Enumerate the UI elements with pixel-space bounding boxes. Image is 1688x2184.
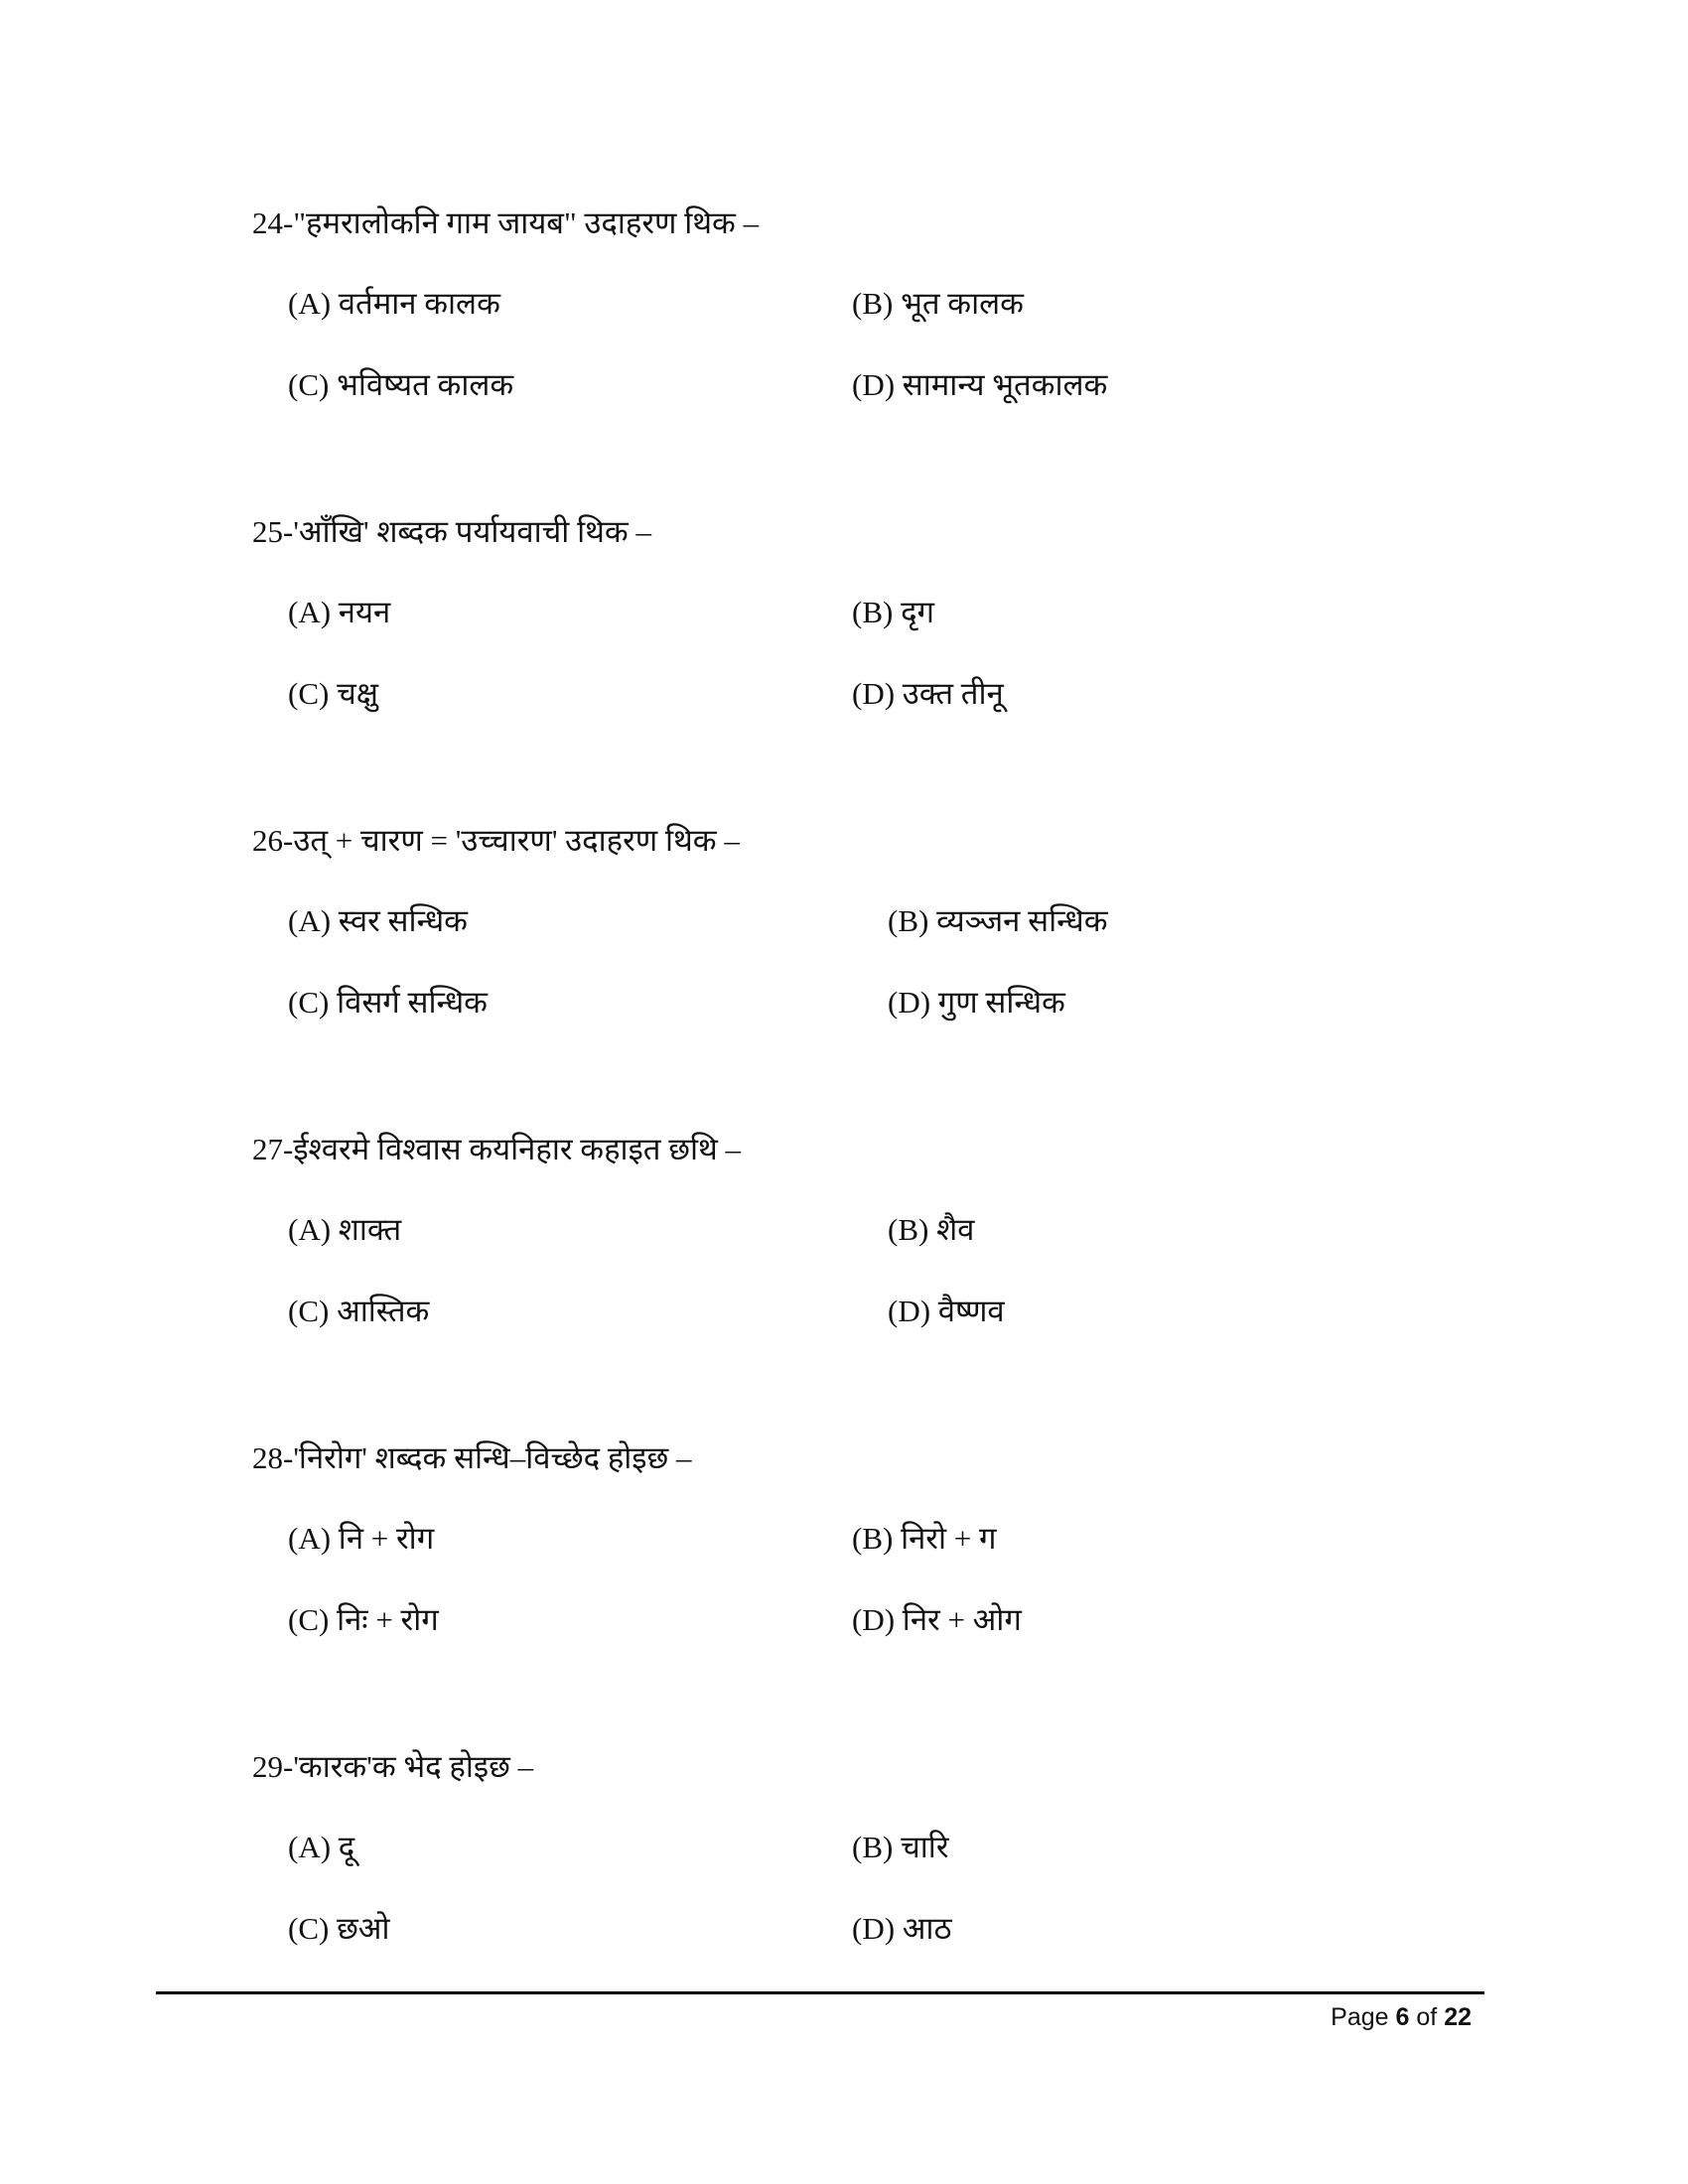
total-pages: 22 [1444, 2003, 1472, 2031]
option-b: (B) व्यञ्जन सन्धिक [888, 903, 1108, 938]
question-24 [252, 202, 759, 243]
question-25 [252, 510, 651, 552]
option-b: (B) शैव [888, 1212, 975, 1247]
option-c: (C) भविष्यत कालक [288, 367, 514, 402]
option-a: (A) वर्तमान कालक [288, 286, 500, 321]
option-c: (C) चक्षु [288, 676, 378, 711]
question-26 [252, 819, 740, 861]
option-d: (D) उक्त तीनू [852, 676, 1004, 711]
question-number: 27- [252, 1132, 294, 1166]
question-number: 25- [252, 514, 294, 549]
option-d: (D) सामान्य भूतकालक [852, 367, 1108, 402]
of-label: of [1416, 2003, 1438, 2031]
question-29 [252, 1745, 533, 1787]
option-d: (D) आठ [852, 1911, 952, 1946]
page-label: Page [1331, 2003, 1389, 2031]
option-a: (A) स्वर सन्धिक [288, 903, 468, 938]
question-text: 'आँखि' शब्दक पर्यायवाची थिक – [293, 514, 651, 549]
question-number: 26- [252, 823, 294, 858]
option-d: (D) गुण सन्धिक [888, 985, 1065, 1020]
question-number: 28- [252, 1440, 294, 1475]
question-number: 29- [252, 1749, 294, 1784]
footer-divider [156, 1991, 1484, 1994]
option-a: (A) शाक्त [288, 1212, 402, 1247]
current-page: 6 [1395, 2003, 1410, 2031]
question-27 [252, 1128, 741, 1169]
option-c: (C) निः + रोग [288, 1602, 439, 1637]
question-text: 'निरोग' शब्दक सन्धि–विच्छेद होइछ – [293, 1440, 692, 1475]
option-c: (C) आस्तिक [288, 1294, 430, 1328]
option-b: (B) चारि [852, 1830, 949, 1864]
page-number [1331, 2003, 1472, 2032]
option-d: (D) निर + ओग [852, 1602, 1022, 1637]
option-a: (A) नि + रोग [288, 1521, 435, 1556]
option-a: (A) नयन [288, 595, 391, 629]
question-28 [252, 1436, 692, 1478]
question-text: "हमरालोकनि गाम जायब" उदाहरण थिक – [293, 205, 760, 240]
option-b: (B) निरो + ग [852, 1521, 997, 1556]
question-text: उत् + चारण = 'उच्चारण' उदाहरण थिक – [293, 823, 740, 858]
question-text: 'कारक'क भेद होइछ – [293, 1749, 534, 1784]
option-a: (A) दू [288, 1830, 355, 1864]
option-b: (B) भूत कालक [852, 286, 1024, 321]
option-d: (D) वैष्णव [888, 1294, 1005, 1328]
option-c: (C) छओ [288, 1911, 390, 1946]
question-number: 24- [252, 205, 294, 240]
option-c: (C) विसर्ग सन्धिक [288, 985, 488, 1020]
option-b: (B) दृग [852, 595, 934, 629]
question-text: ईश्वरमे विश्वास कयनिहार कहाइत छथि – [293, 1132, 742, 1166]
